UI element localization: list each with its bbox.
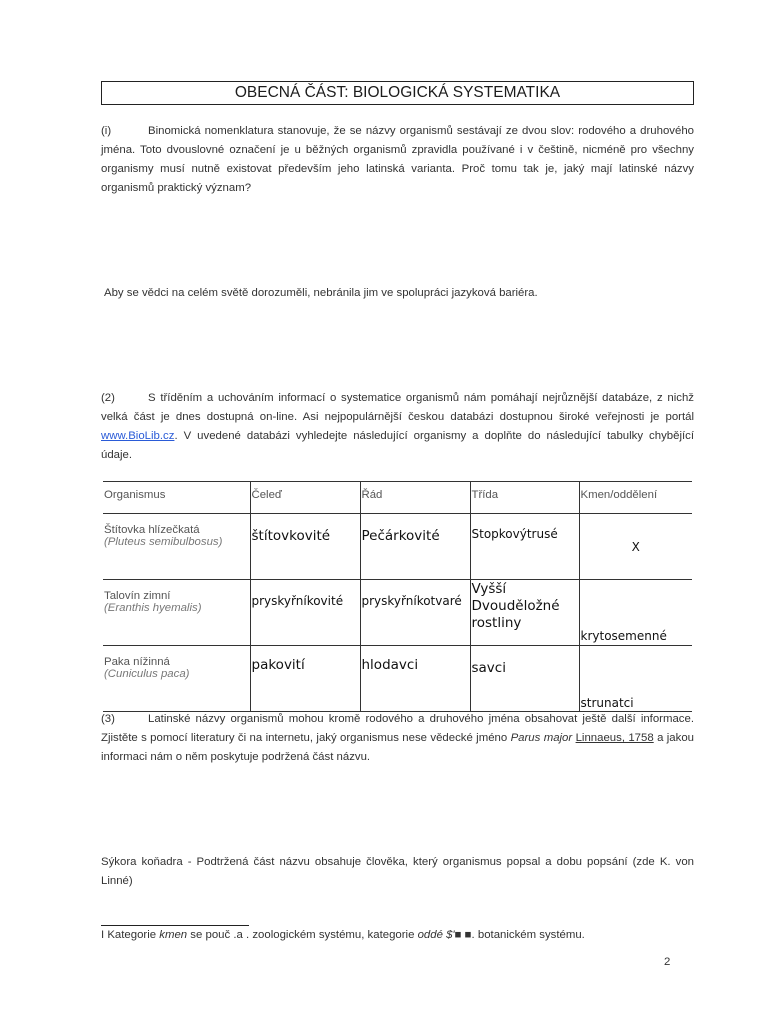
- organism-name: Štítovka hlízečkatá: [104, 524, 200, 536]
- rad-cell[interactable]: Pečárkovité: [360, 514, 470, 580]
- kmen-cell[interactable]: krytosemenné: [579, 580, 692, 646]
- question-3-text-after: a jakou informaci nám o něm poskytuje podržená část názvu.: [101, 732, 695, 763]
- page-number: 2: [664, 956, 671, 968]
- header-celed: Čeleď: [250, 482, 360, 514]
- celed-cell[interactable]: pakovití: [250, 646, 360, 712]
- organism-cell: [103, 580, 250, 646]
- footnote-divider: [101, 925, 249, 926]
- answer-1: Aby se vědci na celém světě dorozuměli, nebránila jim ve spolupráci jazyková bariéra.: [104, 287, 538, 299]
- footnote-suffix: ■ ■. botanickém systému.: [454, 929, 585, 941]
- table-row: [103, 514, 692, 580]
- species-author: Linnaeus, 1758: [575, 732, 654, 744]
- footnote-prefix: I Kategorie: [101, 929, 160, 941]
- organism-cell: [103, 514, 250, 580]
- species-name: Parus major: [510, 732, 573, 744]
- table-header-row: [103, 482, 692, 514]
- question-1-text: Binomická nomenklatura stanovuje, že se názvy organismů sestávají ze dvou slov: rodového a druhového jména. Toto dvouslovné označení je u běžných organismů zpravidla používané i v češtině, nicméně pro všechny organismy musí nutně existovat především jeho latinská varianta. Proč tomu tak je, jaký mají latinské názvy organismů praktický význam?: [101, 125, 694, 194]
- question-1-number: (i): [101, 125, 112, 137]
- question-2-text-after: . V uvedené databázi vyhledejte následující organismy a doplňte do následující tabulky chybějící údaje.: [101, 430, 694, 461]
- table-row: [103, 580, 692, 646]
- organism-latin: (Pluteus semibulbosus): [104, 536, 223, 548]
- trida-cell[interactable]: Stopkovýtrusé: [470, 514, 579, 580]
- footnote-middle: se pouč .a . zoologickém systému, kategorie: [187, 929, 418, 941]
- organism-latin: (Eranthis hyemalis): [104, 602, 202, 614]
- question-3-text-before: Latinské názvy organismů mohou kromě rodového a druhového jména obsahovat ještě další informace. Zjistěte s pomocí literatury či na internetu, jaký organismus nese vědecké jméno: [101, 713, 694, 744]
- footnote: [101, 929, 585, 941]
- organism-latin: (Cuniculus paca): [104, 668, 190, 680]
- question-2-number: (2): [101, 392, 115, 404]
- organism-cell: [103, 646, 250, 712]
- table-row: [103, 646, 692, 712]
- trida-cell[interactable]: savci: [470, 646, 579, 712]
- header-organismus: Organismus: [103, 482, 250, 514]
- celed-cell[interactable]: pryskyřníkovité: [250, 580, 360, 646]
- organism-name: Talovín zimní: [104, 590, 171, 602]
- kmen-cell[interactable]: strunatci: [579, 646, 692, 712]
- kmen-cell[interactable]: X: [579, 514, 692, 580]
- answer-3: Sýkora koňadra - Podtržená část názvu obsahuje člověka, který organismus popsal a dobu popsání (zde K. von Linné): [101, 856, 694, 887]
- question-3: [101, 710, 694, 767]
- question-2-text-before: S tříděním a uchováním informací o systematice organismů nám pomáhají nejrůznější databáze, z nichž velká část je dnes dostupná on-line. Asi nejpopulárnější českou databázi dostupnou široké veřejnosti je portál: [101, 392, 694, 423]
- organisms-table: [103, 481, 692, 712]
- header-trida: Třída: [470, 482, 579, 514]
- header-rad: Řád: [360, 482, 470, 514]
- biolib-link[interactable]: www.BioLib.cz: [101, 430, 175, 442]
- organism-name: Paka nížinná: [104, 656, 170, 668]
- rad-cell[interactable]: pryskyřníkotvaré: [360, 580, 470, 646]
- trida-cell[interactable]: Vyšší Dvouděložné rostliny: [470, 580, 579, 646]
- footnote-odde: oddé $': [417, 929, 455, 941]
- footnote-kmen: kmen: [159, 929, 188, 941]
- question-1: [101, 122, 694, 198]
- question-2: [101, 389, 694, 465]
- page-title: OBECNÁ ČÁST: BIOLOGICKÁ SYSTEMATIKA: [101, 81, 694, 105]
- celed-cell[interactable]: štítovkovité: [250, 514, 360, 580]
- rad-cell[interactable]: hlodavci: [360, 646, 470, 712]
- header-kmen: Kmen/oddělení: [579, 482, 692, 514]
- question-3-number: (3): [101, 713, 115, 725]
